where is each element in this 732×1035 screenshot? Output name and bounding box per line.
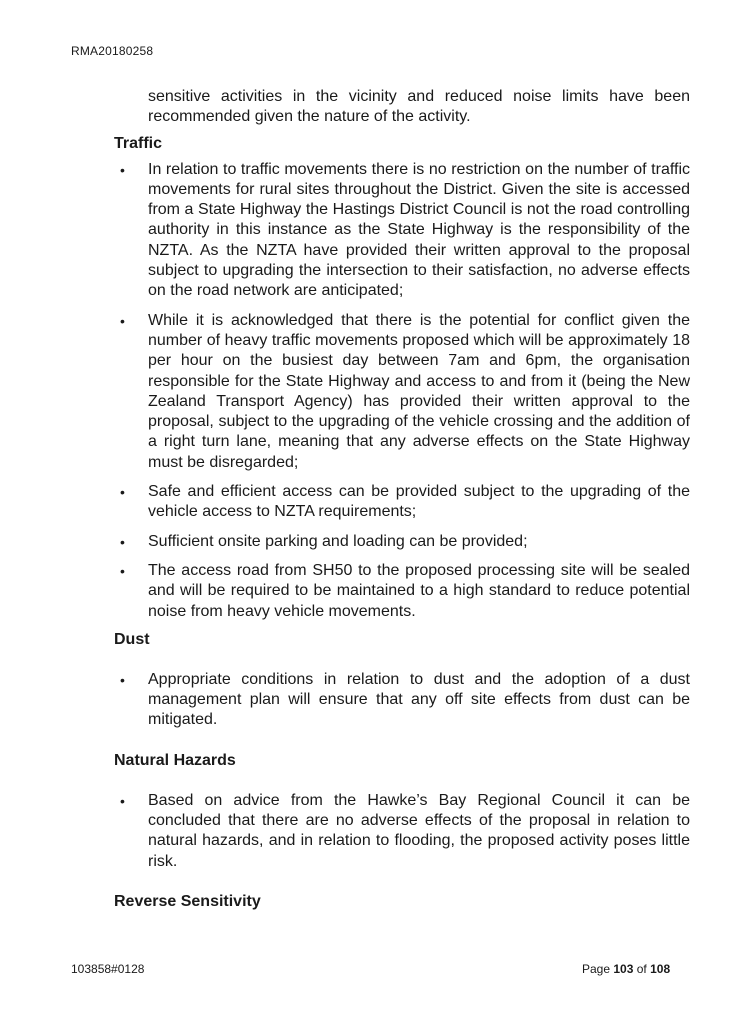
document-reference: RMA20180258 <box>71 44 154 58</box>
dust-list <box>114 670 690 731</box>
bullet-icon: • <box>120 671 125 688</box>
list-item-text: Safe and efficient access can be provided subject to the upgrading of the vehicle access to NZTA requirements; <box>148 483 690 521</box>
list-item-text: While it is acknowledged that there is the potential for conflict given the number of heavy traffic movements proposed which will be approximately 18 per hour on the busiest day between 7am and 6pm, the organisation responsible for the State Highway and access to and from it (being the New Zealand Transport Agency) has provided their written approval to the proposal, subject to the upgrading of the vehicle crossing and the addition of a right turn lane, meaning that any adverse effects on the State Highway must be disregarded; <box>148 311 690 471</box>
page-label: Page <box>582 962 611 976</box>
list-item <box>114 670 690 731</box>
list-item-text: In relation to traffic movements there is no restriction on the number of traffic movements for rural sites throughout the District. Given the site is accessed from a State Highway the Hastings District Council is not the road controlling authority in this instance as the State Highway is the responsibility of the NZTA. As the NZTA have provided their written approval to the proposal subject to upgrading the intersection to their satisfaction, no adverse effects on the road network are anticipated; <box>148 160 690 300</box>
list-item <box>114 160 690 302</box>
list-item-text: Appropriate conditions in relation to dust and the adoption of a dust management plan will ensure that any off site effects from dust can be mitigated. <box>148 670 690 729</box>
list-item <box>114 532 690 552</box>
list-item-text: Sufficient onsite parking and loading can be provided; <box>148 532 528 550</box>
list-item <box>114 791 690 872</box>
bullet-icon: • <box>120 792 125 809</box>
heading-natural-hazards: Natural Hazards <box>114 751 236 769</box>
footer-page-number <box>582 962 670 976</box>
list-item-text: The access road from SH50 to the proposed processing site will be sealed and will be required to be maintained to a high standard to reduce potential noise from heavy vehicle movements. <box>148 561 690 620</box>
document-body <box>114 87 690 912</box>
heading-traffic: Traffic <box>114 134 163 152</box>
list-item <box>114 482 690 523</box>
traffic-list <box>114 160 690 622</box>
bullet-icon: • <box>120 312 125 329</box>
bullet-icon: • <box>120 562 125 579</box>
of-label: of <box>636 962 647 976</box>
bullet-icon: • <box>120 484 125 501</box>
heading-reverse-sensitivity: Reverse Sensitivity <box>114 892 261 910</box>
current-page: 103 <box>613 962 634 976</box>
natural-hazards-list <box>114 791 690 872</box>
list-item <box>114 561 690 622</box>
bullet-icon: • <box>120 533 125 550</box>
intro-paragraph: sensitive activities in the vicinity and reduced noise limits have been recommended given the nature of the activity. <box>148 88 690 126</box>
total-pages: 108 <box>650 962 671 976</box>
list-item <box>114 311 690 473</box>
heading-dust: Dust <box>114 630 150 648</box>
footer-document-id: 103858#0128 <box>71 962 145 976</box>
list-item-text: Based on advice from the Hawke’s Bay Regional Council it can be concluded that there are no adverse effects of the proposal in relation to natural hazards, and in relation to flooding, the proposed activity poses little risk. <box>148 791 690 870</box>
bullet-icon: • <box>120 161 125 178</box>
